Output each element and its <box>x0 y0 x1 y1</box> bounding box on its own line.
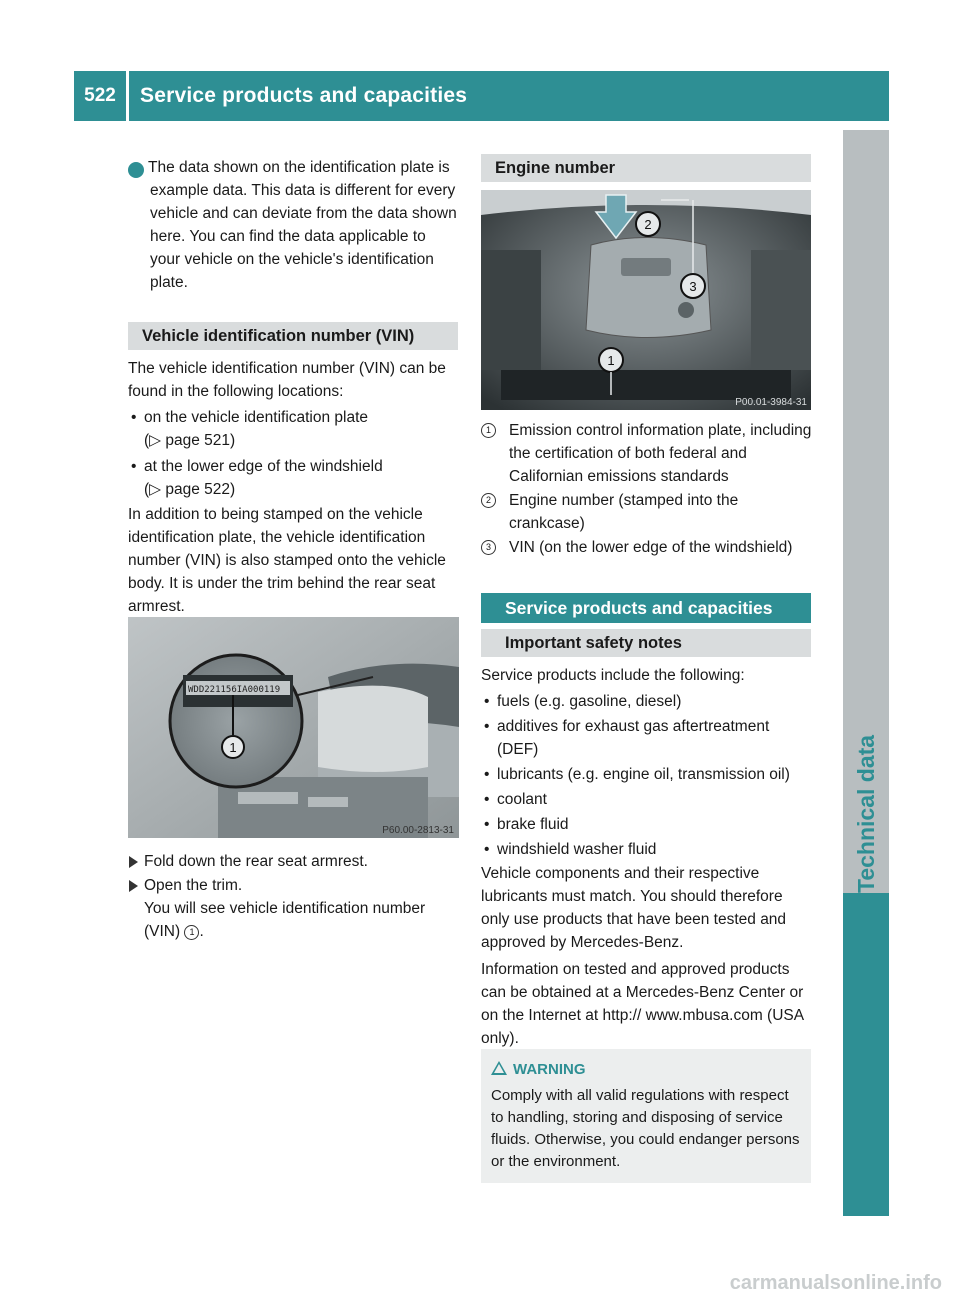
armrest-vin-photo <box>128 617 459 838</box>
left-column <box>122 156 460 294</box>
engine-legend <box>481 419 813 559</box>
warning-title: WARNING <box>513 1061 586 1078</box>
vin-location-item: • at the lower edge of the windshield (▷ page 522) <box>128 455 458 501</box>
side-tab-marker <box>843 893 889 1216</box>
product-item: • brake fluid <box>481 813 811 836</box>
callout-2: 2 <box>644 217 652 232</box>
engine-bay-photo <box>481 190 811 410</box>
header-divider <box>126 71 129 121</box>
callout-3: 3 <box>689 279 697 294</box>
page-title: Service products and capacities <box>140 84 468 107</box>
engine-heading: Engine number <box>481 154 811 182</box>
service-products-section <box>481 593 811 1050</box>
safety-heading: Important safety notes <box>481 629 811 657</box>
legend-item: 2 Engine number (stamped into the crankcase) <box>481 489 813 535</box>
warning-box <box>481 1049 811 1183</box>
page-reference-link[interactable]: (▷ page 521) <box>144 432 236 449</box>
product-item: • windshield washer fluid <box>481 838 811 861</box>
callout-ref-1: 1 <box>184 925 199 940</box>
engine-section <box>481 154 811 182</box>
watermark: carmanualsonline.info <box>729 1272 942 1294</box>
info-icon: i <box>128 162 144 178</box>
photo-code: P00.01-3984-31 <box>735 397 807 408</box>
warning-text: Comply with all valid regulations with respect to handling, storing and disposing of service fluids. Otherwise, you could endanger persons or the environment. <box>491 1087 800 1170</box>
step-item: Open the trim. <box>128 874 458 897</box>
arrow-icon <box>129 856 138 868</box>
page-number: 522 <box>84 85 116 106</box>
info-note <box>122 156 460 294</box>
info-paragraph: Information on tested and approved products can be obtained at a Mercedes-Benz Center or on the Internet at http:// www.mbusa.com (USA only). <box>481 961 804 1047</box>
callout-1: 1 <box>229 740 237 755</box>
vin-section <box>128 322 458 618</box>
warning-title-row <box>491 1059 803 1081</box>
arrow-icon <box>129 880 138 892</box>
product-item: • lubricants (e.g. engine oil, transmission oil) <box>481 763 811 786</box>
legend-item: 3 VIN (on the lower edge of the windshield) <box>481 536 813 559</box>
legend-item: 1 Emission control information plate, including the certification of both federal and Californian emissions standards <box>481 419 813 488</box>
products-intro: Service products include the following: <box>481 667 745 684</box>
photo-code: P60.00-2813-31 <box>382 825 454 836</box>
step-result: You will see vehicle identification number (VIN) 1 . <box>144 900 426 940</box>
vin-body-text: In addition to being stamped on the vehicle identification plate, the vehicle identification number (VIN) is also stamped onto the vehicle body. It is under the trim behind the rear seat armrest. <box>128 506 446 615</box>
vin-location-item: • on the vehicle identification plate (▷ page 521) <box>128 406 458 452</box>
info-note-text: The data shown on the identification plate is example data. This data is different for every vehicle and can deviate from the data shown here. You can find the data applicable to your vehicle on the vehicle's identification plate. <box>148 159 457 291</box>
side-tab-label: Technical data <box>853 734 879 893</box>
warning-triangle-icon <box>491 1061 507 1075</box>
section-heading: Service products and capacities <box>481 593 811 623</box>
product-item: • additives for exhaust gas aftertreatment (DEF) <box>481 715 811 761</box>
steps <box>128 850 458 943</box>
product-item: • fuels (e.g. gasoline, diesel) <box>481 690 811 713</box>
compatibility-paragraph: Vehicle components and their respective lubricants must match. You should therefore only use products that have been tested and approved by Mercedes-Benz. <box>481 865 787 951</box>
vin-plate-text: WDD221156IA000119 <box>188 685 281 695</box>
page-reference-link[interactable]: (▷ page 522) <box>144 481 236 498</box>
step-item: Fold down the rear seat armrest. <box>128 850 458 873</box>
callout-1: 1 <box>607 353 615 368</box>
vin-heading: Vehicle identification number (VIN) <box>128 322 458 350</box>
vin-intro: The vehicle identification number (VIN) can be found in the following locations: <box>128 360 446 400</box>
product-item: • coolant <box>481 788 811 811</box>
